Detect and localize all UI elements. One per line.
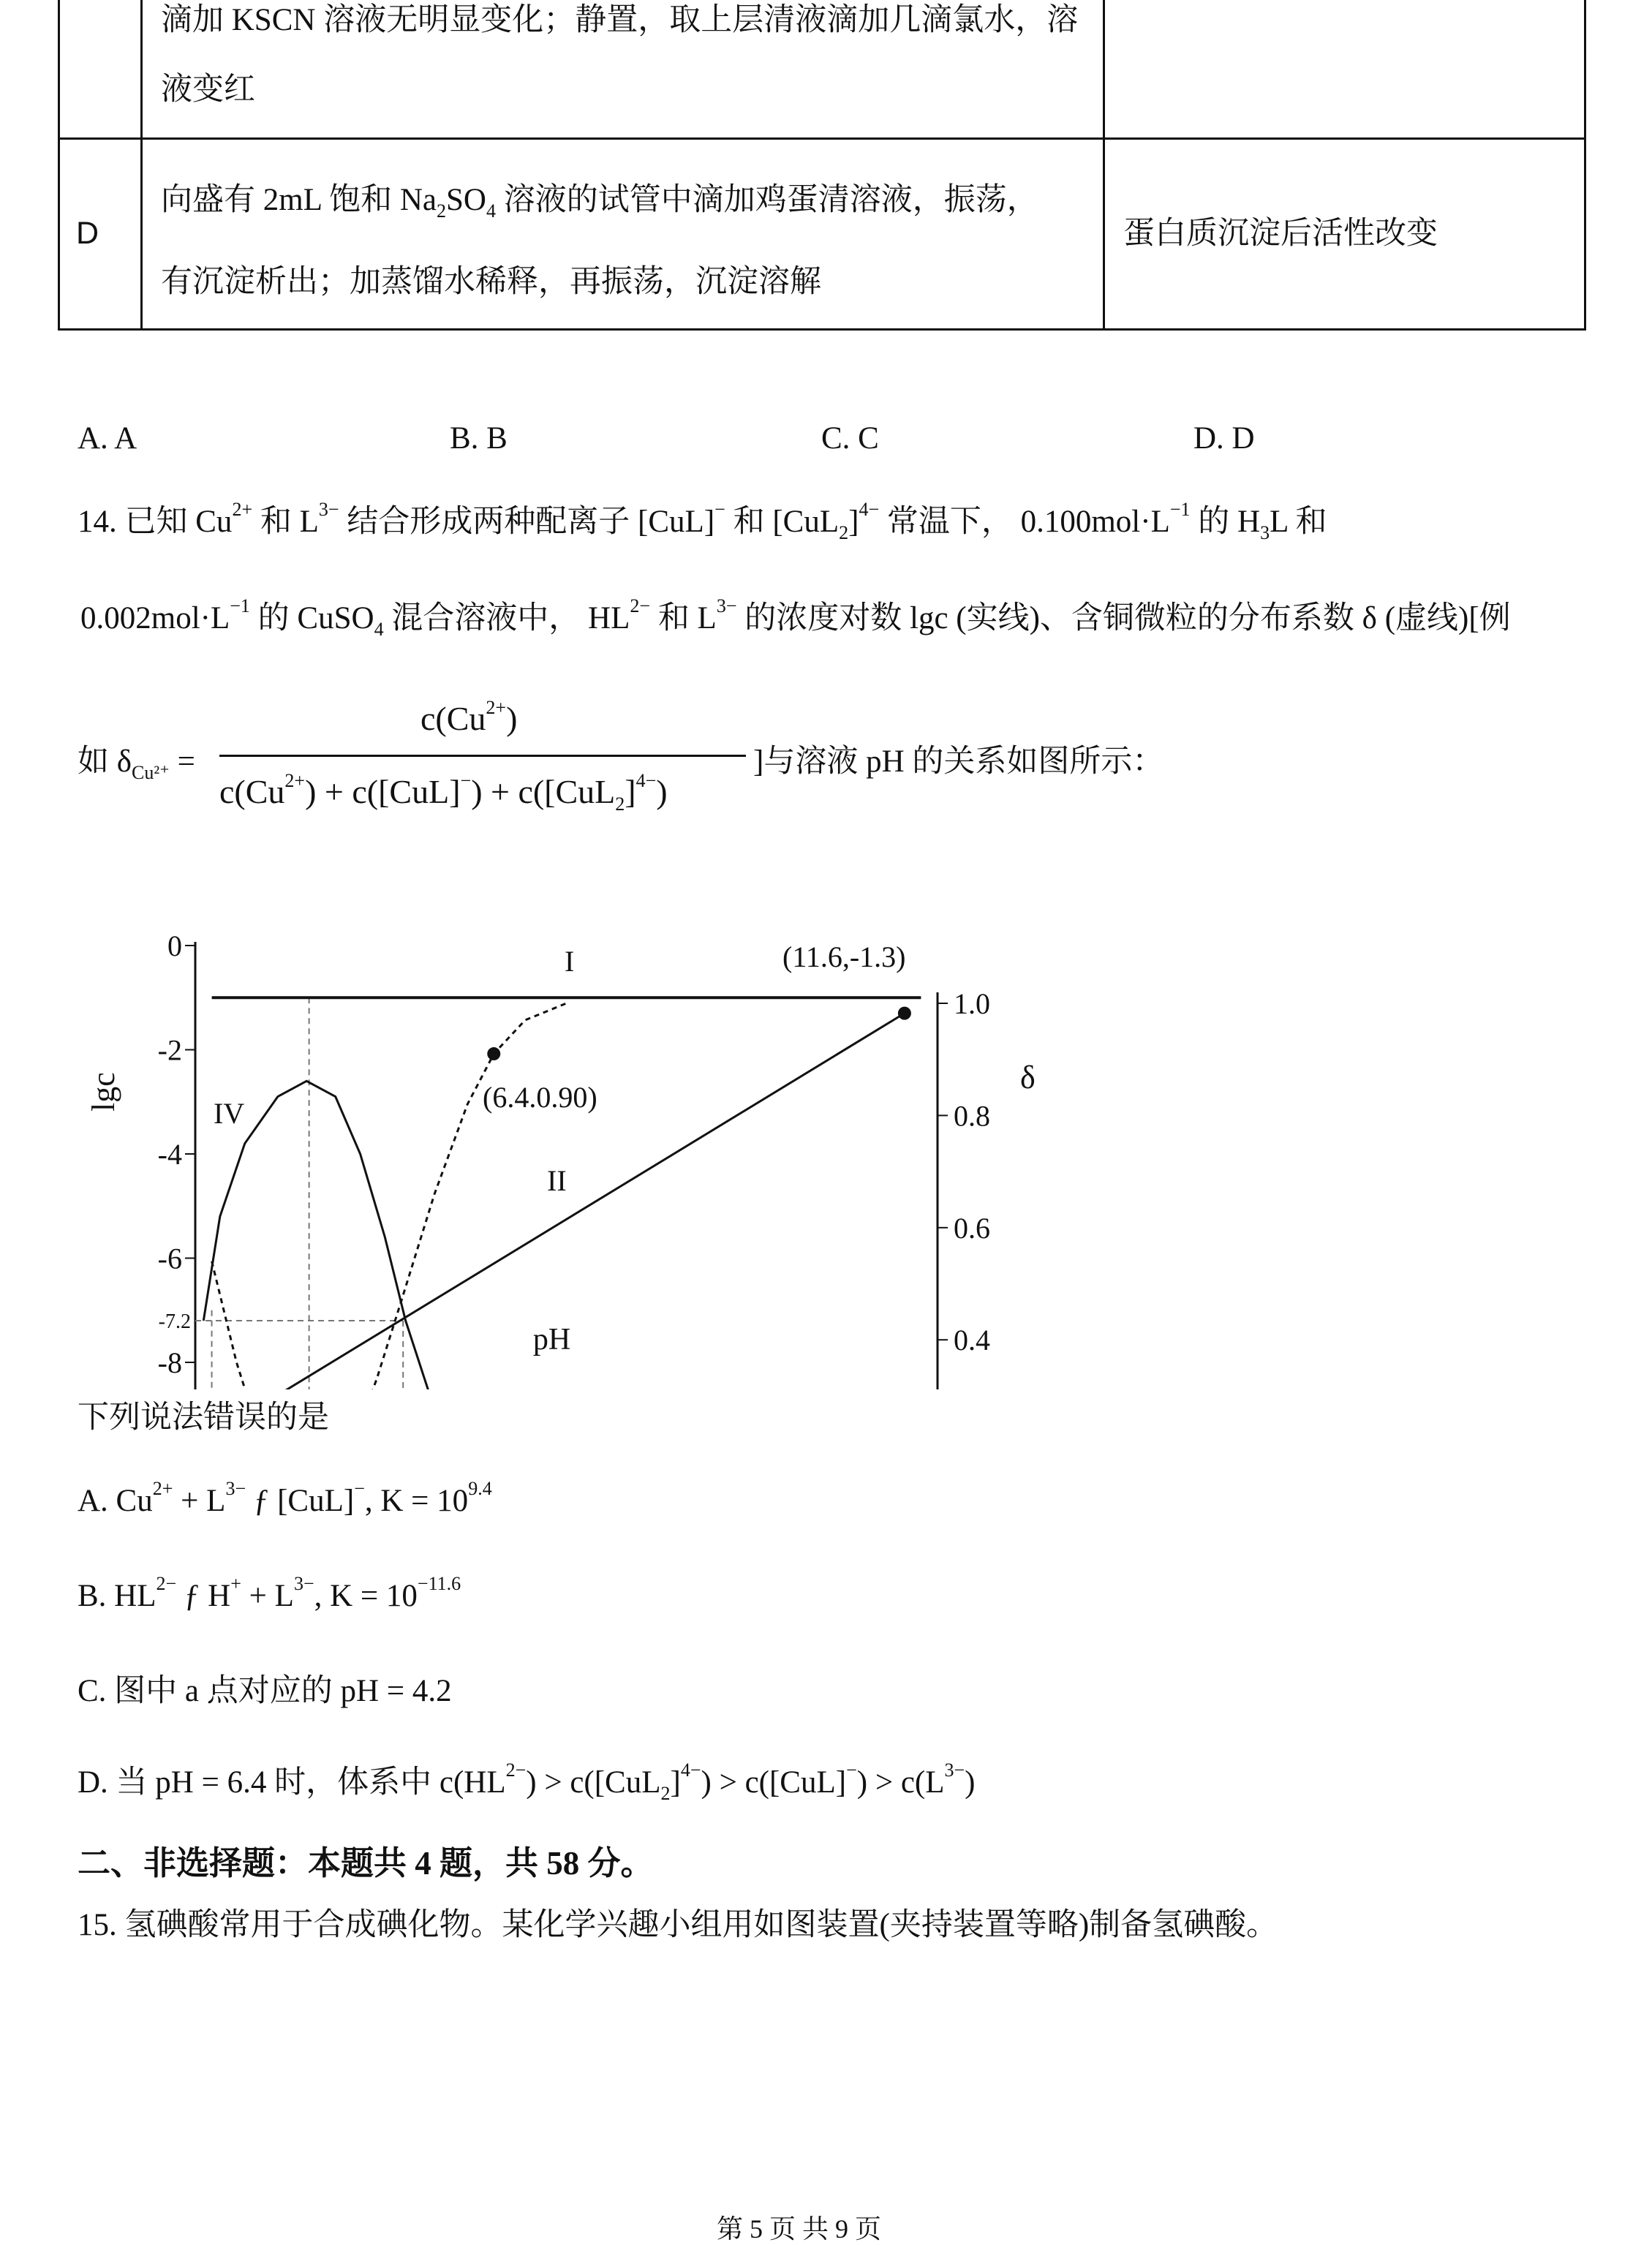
- y-tick-label: -8: [157, 1346, 182, 1379]
- superscript: 2−: [630, 595, 651, 616]
- curve-label-IV: IV: [214, 1097, 245, 1130]
- superscript: 4−: [680, 1759, 701, 1781]
- superscript: −: [354, 1478, 365, 1499]
- fraction-bar: [219, 755, 746, 757]
- text-run: 0.002mol·L: [80, 601, 230, 635]
- y2-tick-label: 0.4: [954, 1324, 990, 1357]
- superscript: 2+: [284, 770, 306, 791]
- row-d-content-line-1: [161, 183, 1038, 222]
- subscript: 2: [437, 200, 447, 222]
- data-point-marker: [898, 1007, 911, 1020]
- text-run: ]: [848, 505, 859, 539]
- text-run: ) > c([CuL: [526, 1765, 661, 1800]
- q14-prompt: 下列说法错误的是: [78, 1400, 329, 1435]
- text-run: A. Cu: [78, 1484, 153, 1518]
- text-run: 的 H: [1190, 505, 1261, 539]
- superscript: −11.6: [417, 1573, 461, 1594]
- text-run: 结合形成两种配离子 [CuL]: [339, 505, 715, 539]
- y-tick-label: -2: [157, 1033, 182, 1067]
- row-c-content-line-1: [161, 4, 1078, 36]
- superscript: 9.4: [468, 1478, 492, 1499]
- text-run: 有沉淀析出；加蒸馏水稀释，再振荡，沉淀溶解: [161, 265, 821, 299]
- table-divider-1: [140, 0, 143, 331]
- q14-option-c[interactable]: [78, 1675, 452, 1707]
- text-run: 混合溶液中， HL: [383, 601, 630, 635]
- superscript: 3−: [716, 595, 737, 616]
- text-run: ) + c([CuL: [471, 773, 616, 810]
- superscript: +: [230, 1573, 241, 1594]
- text-run: 向盛有 2mL 饱和 Na: [161, 183, 437, 217]
- superscript: 2+: [232, 499, 253, 520]
- subscript: 4: [374, 619, 384, 640]
- table-divider-2: [1103, 0, 1105, 331]
- text-run: 如 δ: [78, 744, 132, 779]
- q13-option-b[interactable]: B. B: [450, 421, 508, 456]
- row-d-content-line-2: [161, 266, 821, 298]
- text-run: 和 [CuL: [725, 505, 840, 539]
- q13-option-c[interactable]: C. C: [821, 421, 879, 456]
- text-run: SO: [446, 183, 486, 217]
- text-run: =: [169, 744, 195, 779]
- text-run: 的浓度对数 lgc (实线)、含铜微粒的分布系数 δ (虚线)[例: [736, 601, 1511, 635]
- superscript: −: [846, 1759, 857, 1781]
- text-run: 的 CuSO: [249, 601, 374, 635]
- subscript: 2: [660, 1783, 671, 1804]
- y2-tick-label: 0.6: [954, 1211, 990, 1245]
- lgc-delta-ph-chart: [0, 878, 1652, 1389]
- y-tick-label: 0: [167, 929, 182, 962]
- table-border-right: [1584, 0, 1586, 331]
- y2-tick-label: 0.8: [954, 1099, 990, 1133]
- q13-option-d[interactable]: D. D: [1193, 421, 1255, 456]
- superscript: 3−: [318, 499, 339, 520]
- text-run: ƒ [CuL]: [246, 1484, 355, 1518]
- subscript: Cu²⁺: [132, 762, 170, 783]
- text-run: C. 图中 a 点对应的 pH = 4.2: [78, 1674, 452, 1708]
- table-border-left: [58, 0, 60, 331]
- text-run: 和 L: [650, 601, 717, 635]
- page-footer: 第 5 页 共 9 页: [717, 2214, 882, 2244]
- superscript: 4−: [635, 770, 657, 791]
- text-run: c(Cu: [219, 773, 285, 810]
- text-run: 和 L: [252, 505, 319, 539]
- data-point-label: (6.4.0.90): [483, 1081, 597, 1114]
- superscript: 3−: [225, 1478, 246, 1499]
- text-run: D. 当 pH = 6.4 时，体系中 c(HL: [78, 1765, 506, 1800]
- text-run: , K = 10: [314, 1579, 418, 1613]
- text-run: ƒ H: [176, 1579, 231, 1613]
- text-run: 液变红: [161, 72, 255, 107]
- subscript: 3: [1260, 522, 1270, 543]
- subscript: 4: [486, 200, 496, 222]
- superscript: 4−: [859, 499, 880, 520]
- text-run: 14. 已知 Cu: [78, 505, 233, 539]
- formula-prefix: [78, 744, 195, 783]
- text-run: ): [965, 1765, 976, 1800]
- text-run: 溶液的试管中滴加鸡蛋清溶液，振荡，: [495, 183, 1038, 217]
- y2-axis-title: δ: [1020, 1060, 1036, 1095]
- text-run: ]与溶液 pH 的关系如图所示：: [753, 744, 1164, 779]
- superscript: −1: [1169, 499, 1191, 520]
- superscript: 2+: [152, 1478, 173, 1499]
- q14-option-d[interactable]: [78, 1759, 976, 1804]
- superscript: −: [714, 499, 725, 520]
- table-row-separator: [58, 137, 1586, 140]
- text-run: ) > c(L: [856, 1765, 945, 1800]
- text-run: B. HL: [78, 1579, 156, 1613]
- row-d-conclusion: 蛋白质沉淀后活性改变: [1123, 216, 1438, 251]
- superscript: −: [460, 770, 472, 791]
- y-tick-label: -6: [157, 1242, 182, 1275]
- series-line-V: [212, 1003, 567, 1389]
- subscript: 2: [615, 793, 625, 815]
- text-run: ): [506, 700, 518, 737]
- text-run: ]: [625, 773, 636, 810]
- row-c-content-line-2: [161, 74, 255, 105]
- text-run: ) > c([CuL]: [701, 1765, 847, 1800]
- text-run: 常温下， 0.100mol·L: [879, 505, 1170, 539]
- text-run: ): [656, 773, 668, 810]
- formula-numerator: [420, 697, 518, 737]
- q14-option-b[interactable]: [78, 1573, 461, 1613]
- text-run: + L: [173, 1484, 226, 1518]
- text-run: L 和: [1270, 505, 1327, 539]
- text-run: , K = 10: [364, 1484, 469, 1518]
- y-tick-label: -4: [157, 1138, 182, 1171]
- data-point-marker: [487, 1047, 500, 1060]
- superscript: 2−: [505, 1759, 527, 1781]
- x-axis-title: pH: [532, 1323, 571, 1357]
- text-run: c(Cu: [420, 700, 486, 737]
- text-run: 滴加 KSCN 溶液无明显变化；静置，取上层清液滴加几滴氯水，溶: [161, 3, 1079, 37]
- superscript: 3−: [944, 1759, 965, 1781]
- superscript: −1: [230, 595, 250, 616]
- y-extra-tick-label: -7.2: [158, 1310, 191, 1333]
- text-run: ]: [670, 1765, 681, 1800]
- formula-suffix: [753, 746, 1163, 777]
- q15-stem: 15. 氢碘酸常用于合成碘化物。某化学兴趣小组用如图装置(夹持装置等略)制备氢碘酸。: [78, 1908, 1278, 1942]
- subscript: 2: [839, 522, 849, 543]
- table-bottom-border: [58, 328, 1586, 331]
- superscript: 2+: [486, 697, 507, 718]
- superscript: 3−: [293, 1573, 314, 1594]
- text-run: ) + c([CuL]: [305, 773, 461, 810]
- q14-option-a[interactable]: [78, 1478, 492, 1518]
- section-2-heading: 二、非选择题：本题共 4 题，共 58 分。: [78, 1845, 654, 1882]
- curve-label-I: I: [565, 945, 575, 978]
- y-axis-title: lgc: [86, 1072, 121, 1112]
- text-run: + L: [241, 1579, 294, 1613]
- y2-tick-label: 1.0: [954, 987, 990, 1020]
- q14-stem-line-1: [78, 499, 1327, 543]
- curve-label-II: II: [547, 1164, 567, 1197]
- superscript: 2−: [156, 1573, 177, 1594]
- row-d-label: D: [76, 216, 99, 251]
- q14-stem-line-2: [80, 595, 1511, 640]
- formula-denominator: [219, 770, 668, 815]
- data-point-label: (11.6,-1.3): [782, 940, 906, 973]
- q13-option-a[interactable]: A. A: [78, 421, 137, 456]
